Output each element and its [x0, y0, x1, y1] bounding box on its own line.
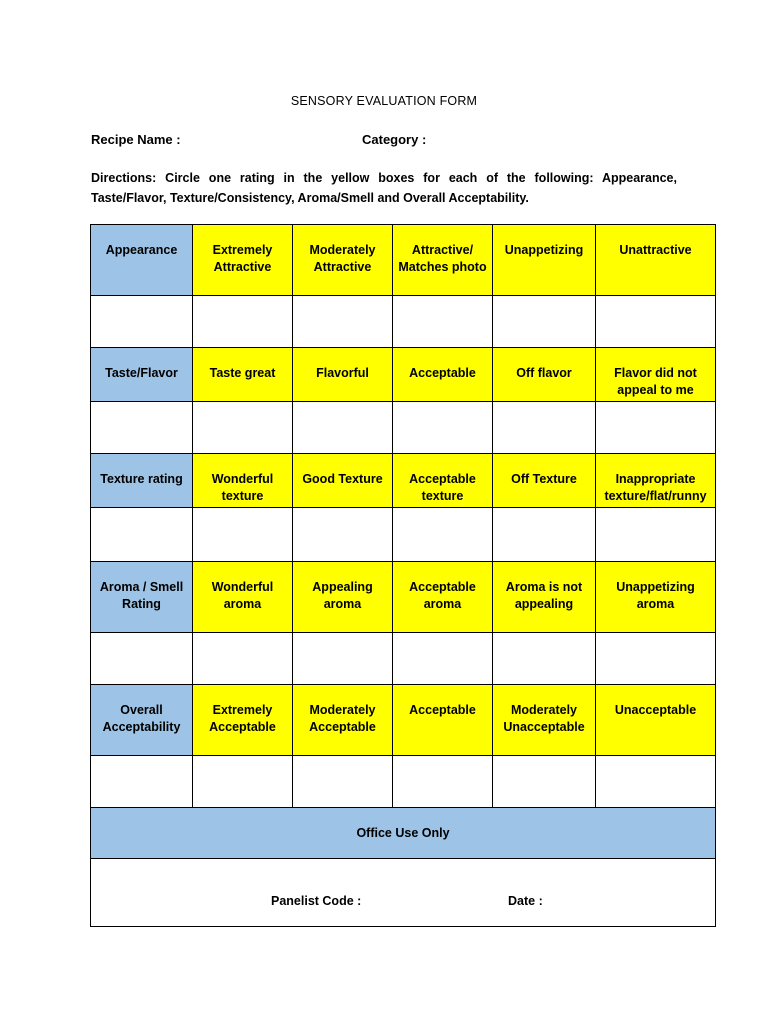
blank-cell[interactable] [193, 756, 293, 808]
rating-option[interactable]: Attractive/ Matches photo [393, 225, 493, 296]
blank-cell[interactable] [193, 633, 293, 685]
blank-cell[interactable] [493, 756, 596, 808]
row-label-taste: Taste/Flavor [91, 348, 193, 402]
rating-option[interactable]: Off Texture [493, 454, 596, 508]
rating-option[interactable]: Good Texture [293, 454, 393, 508]
blank-cell[interactable] [293, 402, 393, 454]
row-label-texture: Texture rating [91, 454, 193, 508]
appearance-blank-row [91, 296, 716, 348]
blank-cell[interactable] [393, 756, 493, 808]
appearance-options-row [91, 225, 716, 296]
footer-cell [91, 859, 716, 927]
blank-cell[interactable] [91, 633, 193, 685]
panelist-code-label: Panelist Code : [271, 894, 362, 908]
blank-cell[interactable] [293, 508, 393, 562]
blank-cell[interactable] [393, 633, 493, 685]
taste-options-row [91, 348, 716, 402]
blank-cell[interactable] [493, 402, 596, 454]
rating-option[interactable]: Taste great [193, 348, 293, 402]
office-use-row [91, 808, 716, 859]
rating-option[interactable]: Wonderful aroma [193, 562, 293, 633]
blank-cell[interactable] [596, 508, 716, 562]
blank-cell[interactable] [91, 296, 193, 348]
blank-cell[interactable] [193, 508, 293, 562]
blank-cell[interactable] [596, 296, 716, 348]
aroma-options-row [91, 562, 716, 633]
row-label-overall: Overall Acceptability [91, 685, 193, 756]
taste-blank-row [91, 402, 716, 454]
rating-option[interactable]: Unacceptable [596, 685, 716, 756]
rating-option[interactable]: Moderately Attractive [293, 225, 393, 296]
row-label-aroma: Aroma / Smell Rating [91, 562, 193, 633]
rating-option[interactable]: Extremely Acceptable [193, 685, 293, 756]
blank-cell[interactable] [293, 633, 393, 685]
blank-cell[interactable] [393, 508, 493, 562]
texture-blank-row [91, 508, 716, 562]
rating-option[interactable]: Unappetizing aroma [596, 562, 716, 633]
office-use-heading: Office Use Only [91, 808, 716, 859]
date-label: Date : [508, 894, 543, 908]
rating-option[interactable]: Aroma is not appealing [493, 562, 596, 633]
blank-cell[interactable] [193, 296, 293, 348]
rating-option[interactable]: Acceptable [393, 348, 493, 402]
blank-cell[interactable] [293, 296, 393, 348]
recipe-name-label: Recipe Name : [91, 132, 181, 147]
blank-cell[interactable] [193, 402, 293, 454]
rating-option[interactable]: Inappropriate texture/flat/runny [596, 454, 716, 508]
form-title: SENSORY EVALUATION FORM [290, 94, 478, 108]
directions-text: Directions: Circle one rating in the yellow boxes for each of the following: Appearance, Taste/Flavor, Texture/Consistency, Aroma/Smell and Overall Acceptability. [91, 171, 677, 205]
rating-option[interactable]: Acceptable [393, 685, 493, 756]
blank-cell[interactable] [596, 402, 716, 454]
rating-option[interactable]: Appealing aroma [293, 562, 393, 633]
blank-cell[interactable] [493, 296, 596, 348]
rating-option[interactable]: Moderately Unacceptable [493, 685, 596, 756]
category-label: Category : [362, 132, 427, 147]
blank-cell[interactable] [493, 508, 596, 562]
blank-cell[interactable] [91, 402, 193, 454]
rating-option[interactable]: Unattractive [596, 225, 716, 296]
blank-cell[interactable] [596, 756, 716, 808]
rating-option[interactable]: Off flavor [493, 348, 596, 402]
rating-option[interactable]: Flavor did not appeal to me [596, 348, 716, 402]
overall-blank-row [91, 756, 716, 808]
blank-cell[interactable] [493, 633, 596, 685]
rating-option[interactable]: Extremely Attractive [193, 225, 293, 296]
rating-option[interactable]: Moderately Acceptable [293, 685, 393, 756]
rating-option[interactable]: Unappetizing [493, 225, 596, 296]
rating-option[interactable]: Flavorful [293, 348, 393, 402]
rating-option[interactable]: Acceptable texture [393, 454, 493, 508]
overall-options-row [91, 685, 716, 756]
blank-cell[interactable] [293, 756, 393, 808]
blank-cell[interactable] [393, 402, 493, 454]
row-label-appearance: Appearance [91, 225, 193, 296]
rating-option[interactable]: Wonderful texture [193, 454, 293, 508]
blank-cell[interactable] [596, 633, 716, 685]
rating-option[interactable]: Acceptable aroma [393, 562, 493, 633]
aroma-blank-row [91, 633, 716, 685]
blank-cell[interactable] [91, 508, 193, 562]
texture-options-row [91, 454, 716, 508]
footer-row [91, 859, 716, 927]
evaluation-table [90, 224, 716, 927]
blank-cell[interactable] [91, 756, 193, 808]
blank-cell[interactable] [393, 296, 493, 348]
